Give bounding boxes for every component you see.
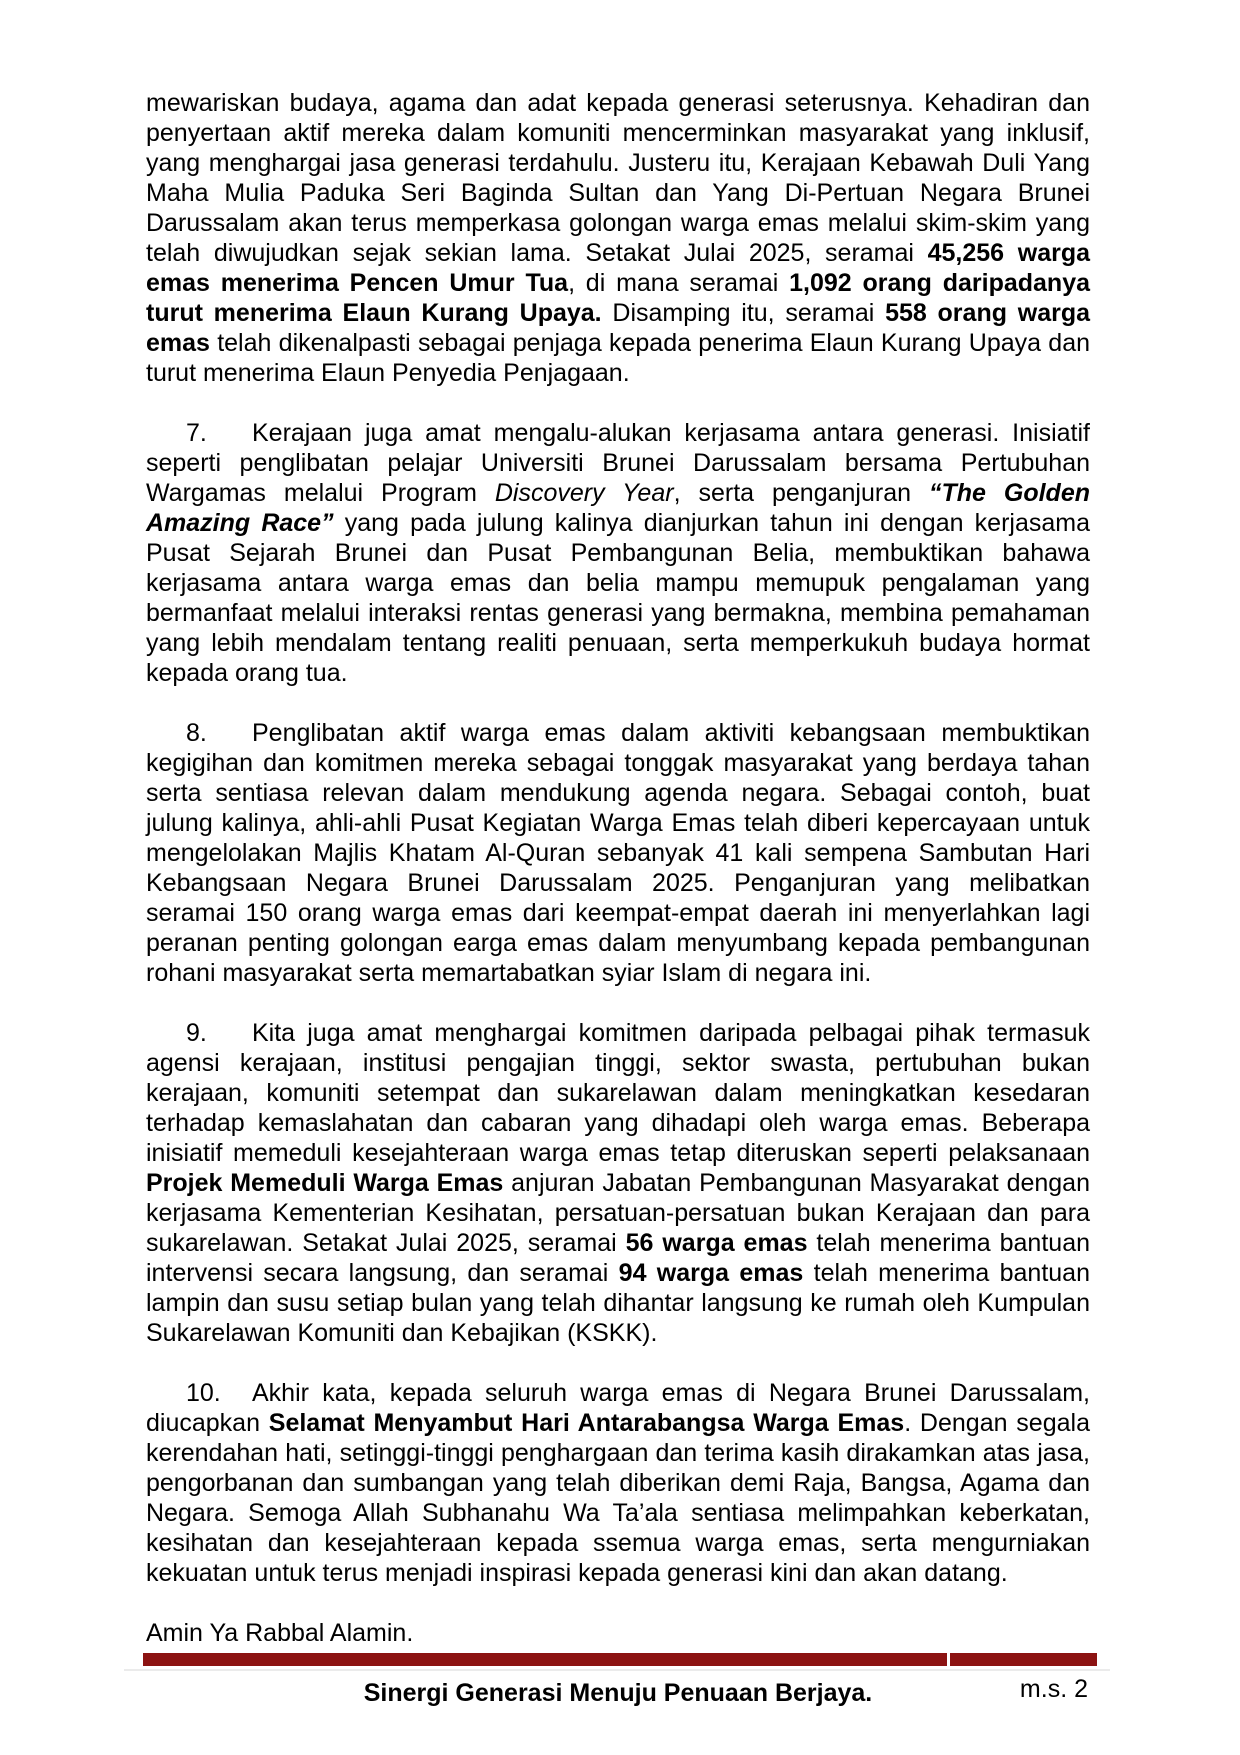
paragraph-number: 7. (186, 419, 207, 447)
text-run: Akhir kata, kepada seluruh warga emas di Negara Brunei Darussalam, diucapkan (146, 1379, 1090, 1437)
text-run: mewariskan budaya, agama dan adat kepada generasi seterusnya. Kehadiran dan penyertaan aktif mereka dalam komuniti mencerminkan masyarakat yang inklusif, yang menghargai jasa generasi terdahulu. Justeru itu, Kerajaan Kebawah Duli Yang Maha Mulia Paduka Seri Baginda Sultan dan Yang Di-Pertuan Negara Brunei Darussalam akan terus memperkasa golongan warga emas melalui skim-skim yang telah diwujudkan sejak sekian lama. Setakat Julai 2025, seramai (146, 89, 1090, 267)
text-run: Selamat Menyambut Hari Antarabangsa Warga Emas (268, 1409, 905, 1437)
text-run: 45,256 warga emas menerima Pencen Umur Tua (146, 239, 1090, 297)
page-number: m.s. 2 (1019, 1675, 1088, 1703)
text-run: , di mana seramai (568, 269, 790, 297)
paragraph (146, 88, 1090, 388)
paragraph (146, 1618, 1090, 1648)
text-run: “The Golden Amazing Race” (146, 479, 1090, 537)
numbered-paragraph (146, 1018, 1090, 1348)
document-body (146, 88, 1090, 1708)
paragraph-number: 10. (186, 1379, 221, 1407)
text-run: Projek Memeduli Warga Emas (146, 1169, 504, 1197)
text-run: 558 orang warga emas (146, 299, 1090, 357)
text-run: 56 warga emas (625, 1229, 808, 1257)
text-run: Kita juga amat menghargai komitmen daripada pelbagai pihak termasuk agensi kerajaan, institusi pengajian tinggi, sektor swasta, pertubuhan bukan kerajaan, komuniti setempat dan sukarelawan dalam meningkatkan kesedaran terhadap kemaslahatan dan cabaran yang dihadapi oleh warga emas. Beberapa inisiatif memeduli kesejahteraan warga emas tetap diteruskan seperti pelaksanaan (146, 1019, 1090, 1167)
text-run: 1,092 orang daripadanya turut menerima Elaun Kurang Upaya. (146, 269, 1091, 327)
paragraph-number: 8. (186, 719, 207, 747)
numbered-paragraph (146, 418, 1090, 688)
text-run: Disamping itu, seramai (601, 299, 886, 327)
paragraph-number: 9. (186, 1019, 207, 1047)
text-run: . Dengan segala kerendahan hati, setinggi-tinggi penghargaan dan terima kasih dirakamkan atas jasa, pengorbanan dan sumbangan yang telah diberikan demi Raja, Bangsa, Agama dan Negara. Semoga Allah Subhanahu Wa Ta’ala sentiasa melimpahkan keberkatan, kesihatan dan kesejahteraan kepada ssemua warga emas, serta mengurniakan kekuatan untuk terus menjadi inspirasi kepada generasi kini dan akan datang. (146, 1409, 1090, 1587)
text-run: telah dikenalpasti sebagai penjaga kepada penerima Elaun Kurang Upaya dan turut menerima Elaun Penyedia Penjagaan. (146, 329, 1090, 387)
text-run: Penglibatan aktif warga emas dalam aktiviti kebangsaan membuktikan kegigihan dan komitmen mereka sebagai tonggak masyarakat yang berdaya tahan serta sentiasa relevan dalam mendukung agenda negara. Sebagai contoh, buat julung kalinya, ahli-ahli Pusat Kegiatan Warga Emas telah diberi kepercayaan untuk mengelolakan Majlis Khatam Al-Quran sebanyak 41 kali sempena Sambutan Hari Kebangsaan Negara Brunei Darussalam 2025. Penganjuran yang melibatkan seramai 150 orang warga emas dari keempat-empat daerah ini menyerlahkan lagi peranan penting golongan earga emas dalam menyumbang kepada pembangunan rohani masyarakat serta memartabatkan syiar Islam di negara ini. (146, 719, 1090, 987)
text-run: Kerajaan juga amat mengalu-alukan kerjasama antara generasi. Inisiatif seperti penglibatan pelajar Universiti Brunei Darussalam bersama Pertubuhan Wargamas melalui Program (146, 419, 1090, 507)
footer-bar-divider (947, 1653, 950, 1666)
numbered-paragraph (146, 718, 1090, 988)
text-run: 94 warga emas (618, 1259, 804, 1287)
footer-bar (143, 1653, 1097, 1666)
text-run: yang pada julung kalinya dianjurkan tahun ini dengan kerjasama Pusat Sejarah Brunei dan Pusat Pembangunan Belia, membuktikan bahawa kerjasama antara warga emas dan belia mampu memupuk pengalaman yang bermanfaat melalui interaksi rentas generasi yang bermakna, membina pemahaman yang lebih mendalam tentang realiti penuaan, serta memperkukuh budaya hormat kepada orang tua. (146, 509, 1090, 687)
numbered-paragraph (146, 1378, 1090, 1588)
text-run: telah menerima bantuan lampin dan susu setiap bulan yang telah dihantar langsung ke rumah oleh Kumpulan Sukarelawan Komuniti dan Kebajikan (KSKK). (146, 1259, 1090, 1347)
motto-line: Sinergi Generasi Menuju Penuaan Berjaya. (363, 1679, 873, 1707)
text-run: , serta penganjuran (673, 479, 929, 507)
text-run: anjuran Jabatan Pembangunan Masyarakat dengan kerjasama Kementerian Kesihatan, persatuan-persatuan bukan Kerajaan dan para sukarelawan. Setakat Julai 2025, seramai (146, 1169, 1090, 1257)
footer-rule (124, 1669, 1110, 1671)
text-run: telah menerima bantuan intervensi secara langsung, dan seramai (146, 1229, 1090, 1287)
text-run: Amin Ya Rabbal Alamin. (146, 1619, 414, 1647)
text-run: Discovery Year (494, 479, 674, 507)
